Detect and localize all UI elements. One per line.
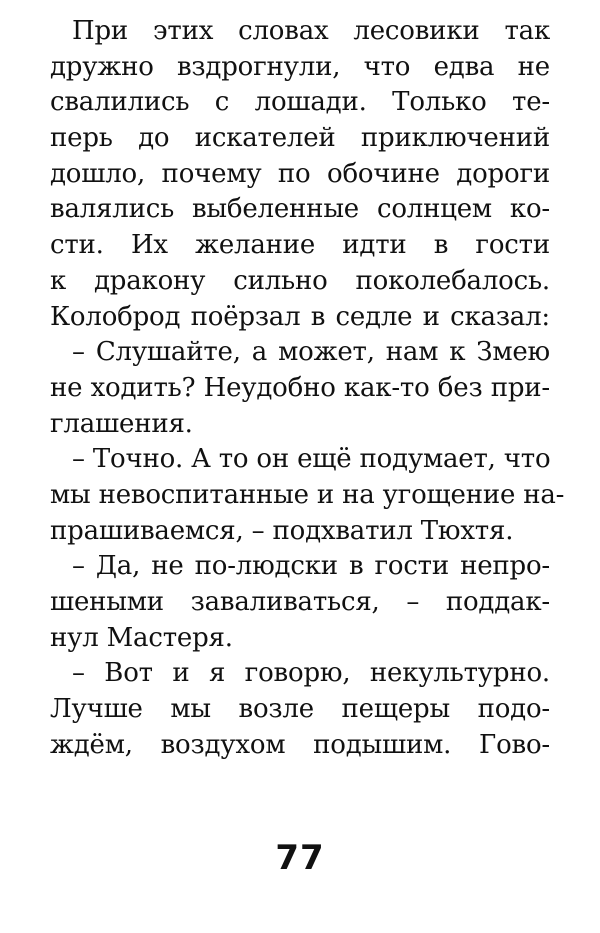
text-line: дошло, почему по обочине дороги	[50, 158, 550, 189]
page-number: 77	[275, 838, 325, 878]
text-line: прашиваемся, – подхватил Тюхтя.	[50, 515, 514, 546]
text-line: глашения.	[50, 408, 193, 439]
text-line: Колоброд поёрзал в седле и сказал:	[50, 301, 550, 332]
text-line: мы невоспитанные и на угощение на-	[50, 479, 565, 510]
dialogue-line: – Точно. А то он ещё подумает, что	[72, 444, 551, 475]
body-text	[50, 14, 565, 763]
text-line: ждём, воздухом подышим. Гово-	[50, 729, 550, 760]
text-line: шеными заваливаться, – поддак-	[50, 587, 550, 617]
text-line: Лучше мы возле пещеры подо-	[50, 694, 550, 725]
dialogue-line: – Да, не по-людски в гости непро-	[72, 551, 550, 582]
dialogue-line: – Слушайте, а может, нам к Змею	[72, 337, 550, 368]
text-line: сти. Их желание идти в гости	[50, 230, 550, 261]
text-line: не ходить? Неудобно как-то без при-	[50, 372, 550, 403]
text-line: перь до искателей приключений	[50, 123, 550, 154]
text-line: валялись выбеленные солнцем ко-	[50, 194, 550, 225]
text-line: нул Мастеря.	[50, 622, 233, 653]
text-line: свалились с лошади. Только те-	[50, 87, 550, 118]
text-line: к дракону сильно поколебалось.	[50, 265, 550, 296]
text-line: дружно вздрогнули, что едва не	[50, 51, 550, 82]
dialogue-line: – Вот и я говорю, некультурно.	[72, 658, 550, 689]
text-line: При этих словах лесовики так	[72, 16, 550, 46]
